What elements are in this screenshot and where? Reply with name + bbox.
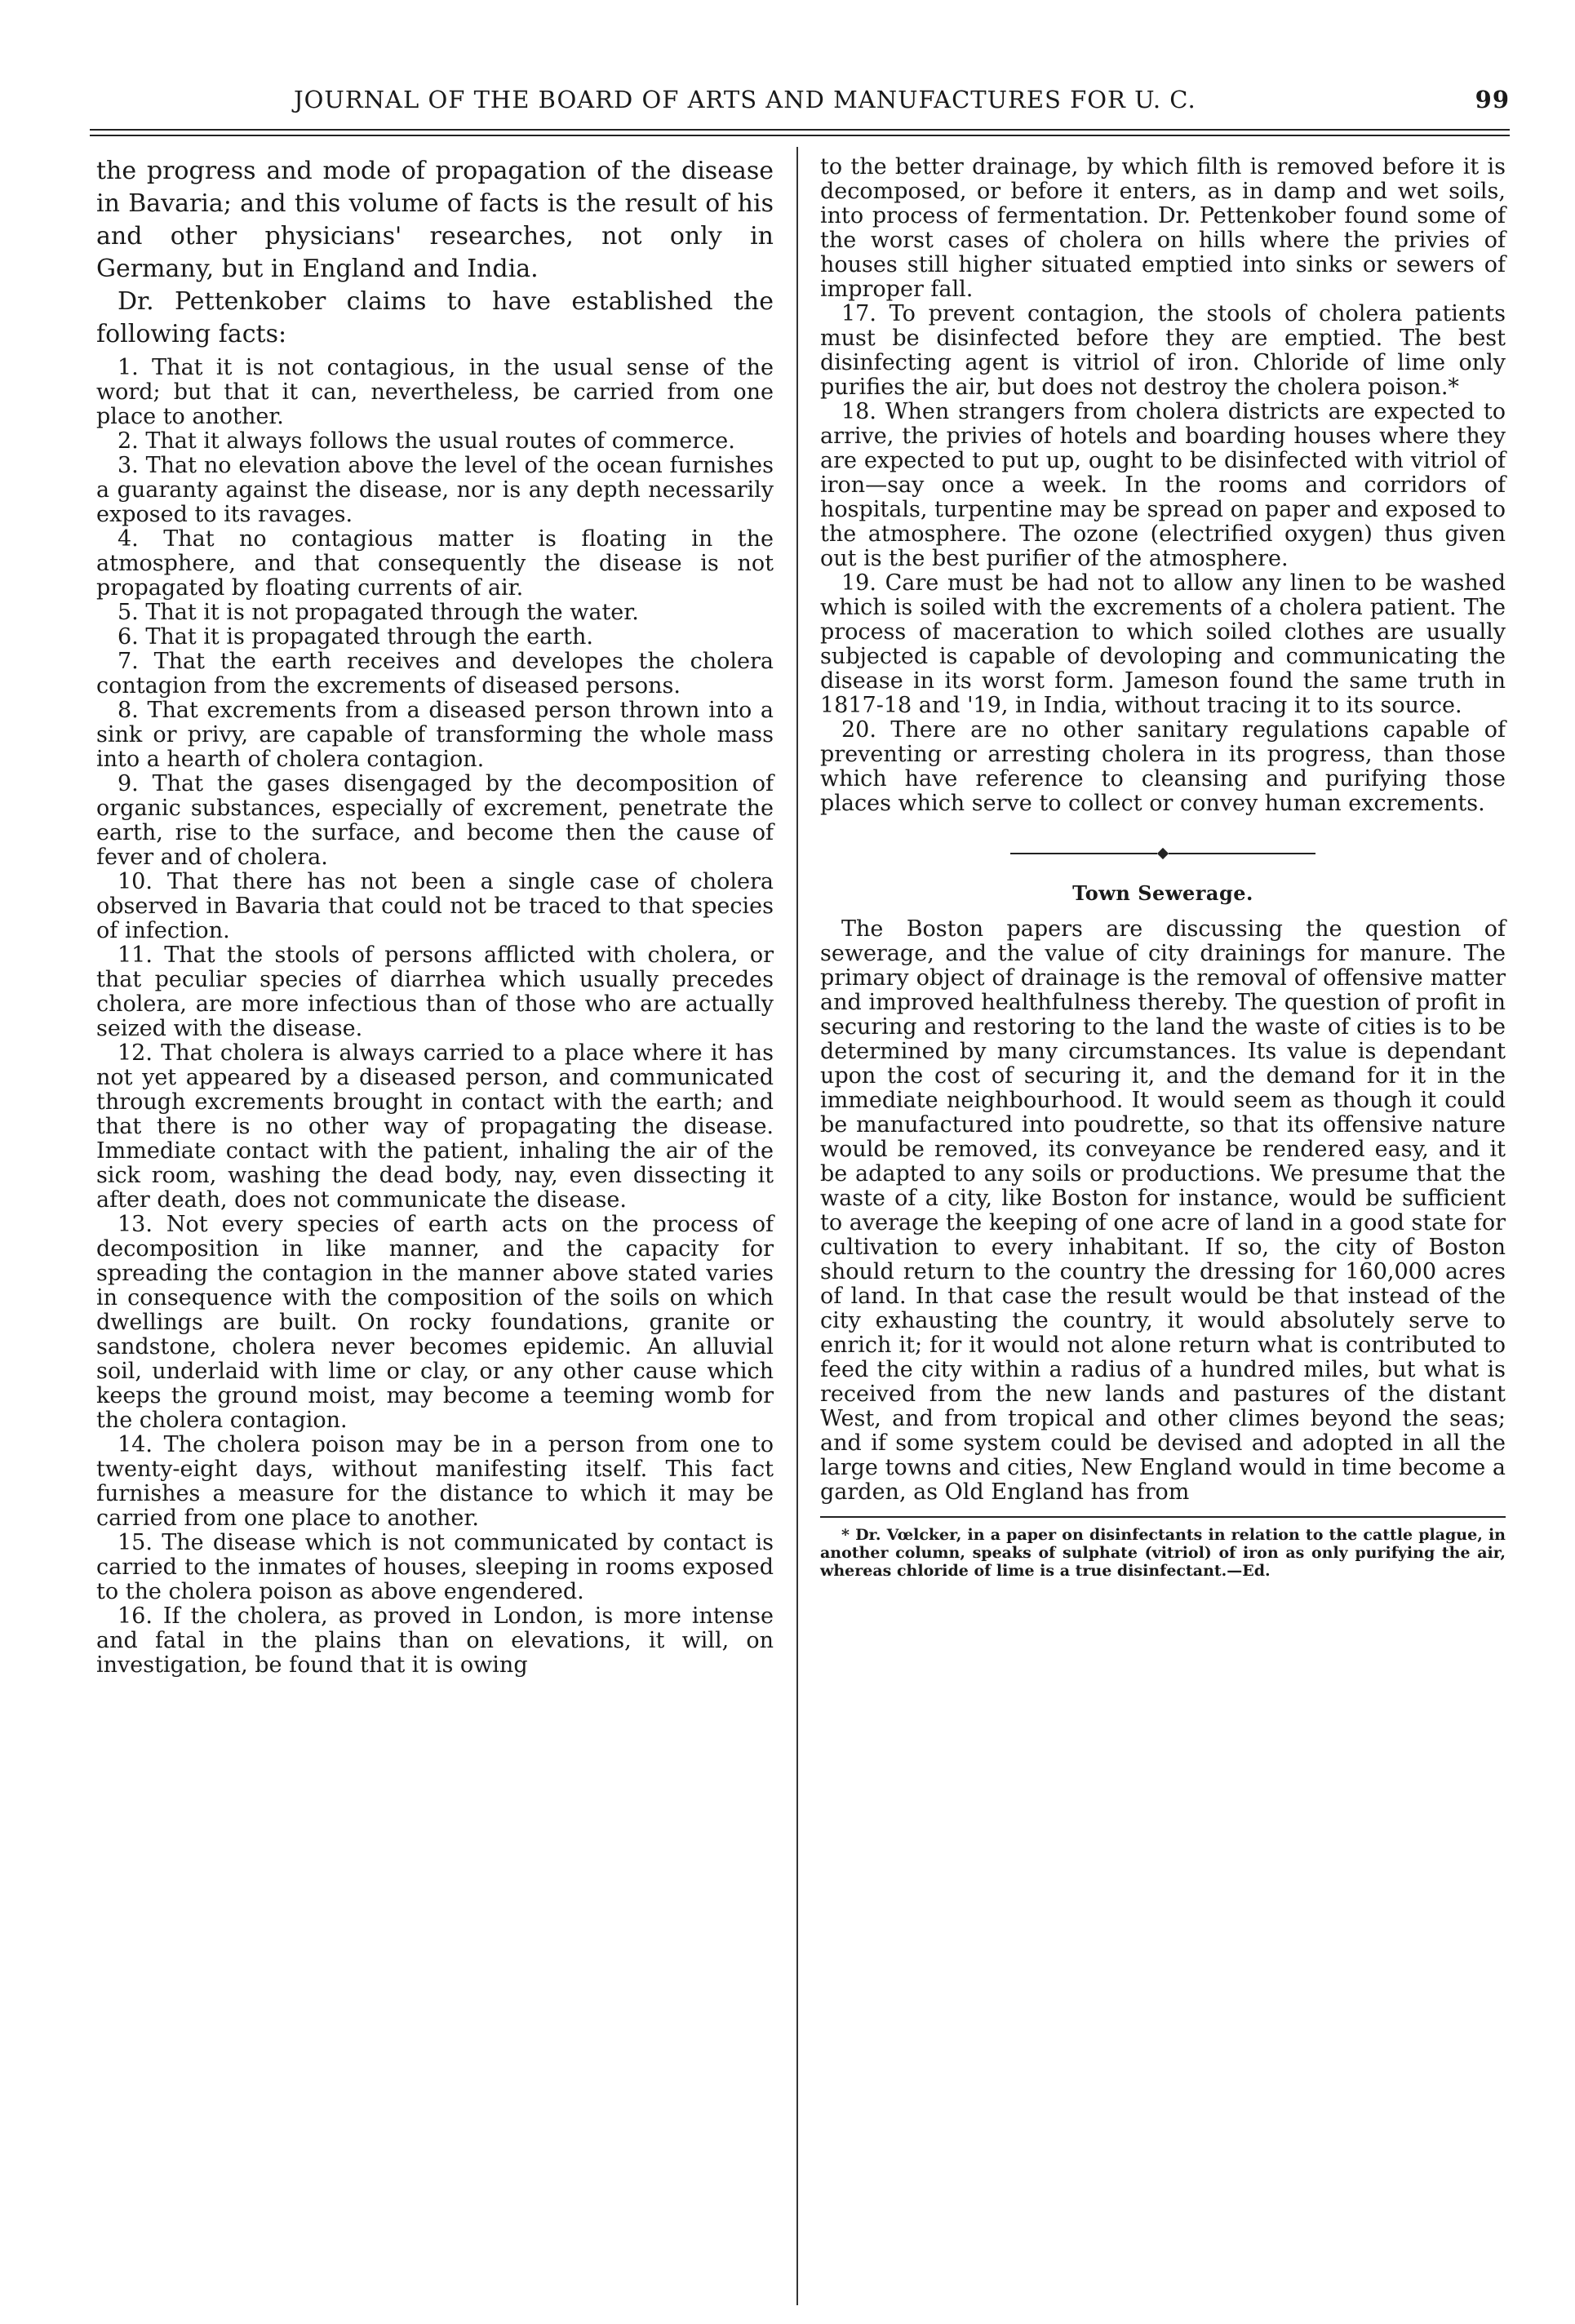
numbered-fact: 17. To prevent contagion, the stools of cholera patients must be disinfected before they are emptied. The best disinfecting agent is vitriol of iron. Chloride of lime only purifies the air, but does not destroy the cholera poison.* [820,301,1506,400]
numbered-fact: 18. When strangers from cholera districts are expected to arrive, the privies of hotels and boarding houses where they are expected to put up, ought to be disinfected with vitriol of iron—say once a week. In the rooms and corridors of hospitals, turpentine may be spread on paper and exposed to the atmosphere. The ozone (electrified oxygen) thus given out is the best purifier of the atmosphere. [820,399,1506,571]
header-rule-top [90,129,1510,131]
continued-paragraph: to the better drainage, by which filth is removed before it is decomposed, or before it enters, as in damp and wet soils, into process of fermentation. Dr. Pettenkober found some of the worst cases of cholera on hills where the privies of houses still higher situated emptied into sinks or sewers of improper fall. [820,154,1506,302]
lead-paragraph: the progress and mode of propagation of the disease in Bavaria; and this volume of facts is the result of his and other physicians' researches, not only in Germany, but in England and India. [96,157,774,283]
ornament-diamond [1157,848,1169,859]
numbered-fact: 1. That it is not contagious, in the usual sense of the word; but that it can, nevertheless, be carried from one place to another. [96,355,774,429]
ornament-rule-right [1169,853,1315,854]
numbered-fact: 12. That cholera is always carried to a place where it has not yet appeared by a diseased person, and communicated through excrements brought in contact with the earth; and that there is no other way of propagating the disease. Immediate contact with the patient, inhaling the air of the sick room, washing the dead body, nay, even dissecting it after death, does not communicate the disease. [96,1040,774,1213]
numbered-fact: 13. Not every species of earth acts on the process of decomposition in like manner, and the capacity for spreading the contagion in the manner above stated varies in consequence with the composition of the soils on which dwellings are built. On rocky foundations, granite or sandstone, cholera never becomes epidemic. An alluvial soil, underlaid with lime or clay, or any other cause which keeps the ground moist, may become a teeming womb for the cholera contagion. [96,1212,774,1433]
numbered-fact: 14. The cholera poison may be in a person from one to twenty-eight days, without manifesting itself. This fact furnishes a measure for the distance to which it may be carried from one place to another. [96,1432,774,1531]
numbered-fact: 20. There are no other sanitary regulations capable of preventing or arresting cholera in its progress, than those which have reference to cleansing and purifying those places which serve to collect or convey human excrements. [820,717,1506,816]
column-divider [796,147,798,2305]
numbered-fact: 7. That the earth receives and developes the cholera contagion from the excrements of diseased persons. [96,649,774,699]
header-rule-bottom [90,135,1510,136]
numbered-fact: 19. Care must be had not to allow any linen to be washed which is soiled with the excrements of a cholera patient. The process of maceration to which soiled clothes are usually subjected is capable of devoloping and communicating the disease in its worst form. Jameson found the same truth in 1817-18 and '19, in India, without tracing it to its source. [820,570,1506,718]
numbered-fact: 9. That the gases disengaged by the decomposition of organic substances, especially of excrement, penetrate the earth, rise to the surface, and become then the cause of fever and of cholera. [96,771,774,870]
numbered-fact: 4. That no contagious matter is floating in the atmosphere, and that consequently the disease is not propagated by floating currents of air. [96,526,774,601]
page-number: 99 [1475,86,1510,113]
numbered-fact: 16. If the cholera, as proved in London, is more intense and fatal in the plains than on elevations, it will, on investigation, be found that it is owing [96,1603,774,1678]
lead-paragraphs [96,155,774,351]
right-column [820,155,1506,1580]
lead-paragraph: Dr. Pettenkober claims to have established the following facts: [96,287,774,348]
numbered-fact: 3. That no elevation above the level of the ocean furnishes a guaranty against the disease, nor is any depth necessarily exposed to its ravages. [96,453,774,527]
numbered-fact: 11. That the stools of persons afflicted with cholera, or that peculiar species of diarrhea which usually precedes cholera, are more infectious than of those who are actually seized with the disease. [96,942,774,1041]
journal-page [90,0,1510,2324]
left-column [96,155,774,1678]
numbered-fact: 2. That it always follows the usual routes of commerce. [118,428,735,454]
footnote-rule [820,1516,1506,1518]
journal-title: JOURNAL OF THE BOARD OF ARTS AND MANUFACTURES FOR U. C. [294,86,1196,113]
ornament-rule-left [1010,853,1157,854]
numbered-fact: 8. That excrements from a diseased person thrown into a sink or privy, are capable of transforming the whole mass into a hearth of cholera contagion. [96,698,774,772]
article-paragraph: The Boston papers are discussing the question of sewerage, and the value of city drainings for manure. The primary object of drainage is the removal of offensive matter and improved healthfulness thereby. The question of profit in securing and restoring to the land the waste of cities is to be determined by many circumstances. Its value is dependant upon the cost of securing it, and the demand for it in the immediate neighbourhood. It would seem as though it could be manufactured into poudrette, so that its offensive nature would be removed, its conveyance be rendered easy, and it be adapted to any soils or productions. We presume that the waste of a city, like Boston for instance, would be sufficient to average the keeping of one acre of land in a good state for cultivation to every inhabitant. If so, the city of Boston should return to the country the dressing for 160,000 acres of land. In that case the result would be that instead of the city exhausting the country, it would absolutely serve to enrich it; for it would not alone return what is contributed to feed the city within a radius of a hundred miles, but what is received from the new lands and pastures of the distant West, and from tropical and other climes beyond the seas; and if some system could be devised and adopted in all the large towns and cities, New England would in time become a garden, as Old England has from [820,916,1506,1505]
numbered-fact: 6. That it is propagated through the earth. [118,624,593,650]
section-heading: Town Sewerage. [1072,881,1253,905]
section-ornament [820,847,1506,860]
numbered-fact: 15. The disease which is not communicated by contact is carried to the inmates of houses, sleeping in rooms exposed to the cholera poison as above engendered. [96,1530,774,1604]
running-header [90,86,1510,118]
numbered-fact: 5. That it is not propagated through the water. [118,600,639,625]
footnote: * Dr. Vœlcker, in a paper on disinfectants in relation to the cattle plague, in another column, speaks of sulphate (vitriol) of iron as only purifying the air, whereas chloride of lime is a true disinfectant.—Ed. [820,1526,1506,1580]
numbered-fact: 10. That there has not been a single case of cholera observed in Bavaria that could not be traced to that species of infection. [96,869,774,943]
